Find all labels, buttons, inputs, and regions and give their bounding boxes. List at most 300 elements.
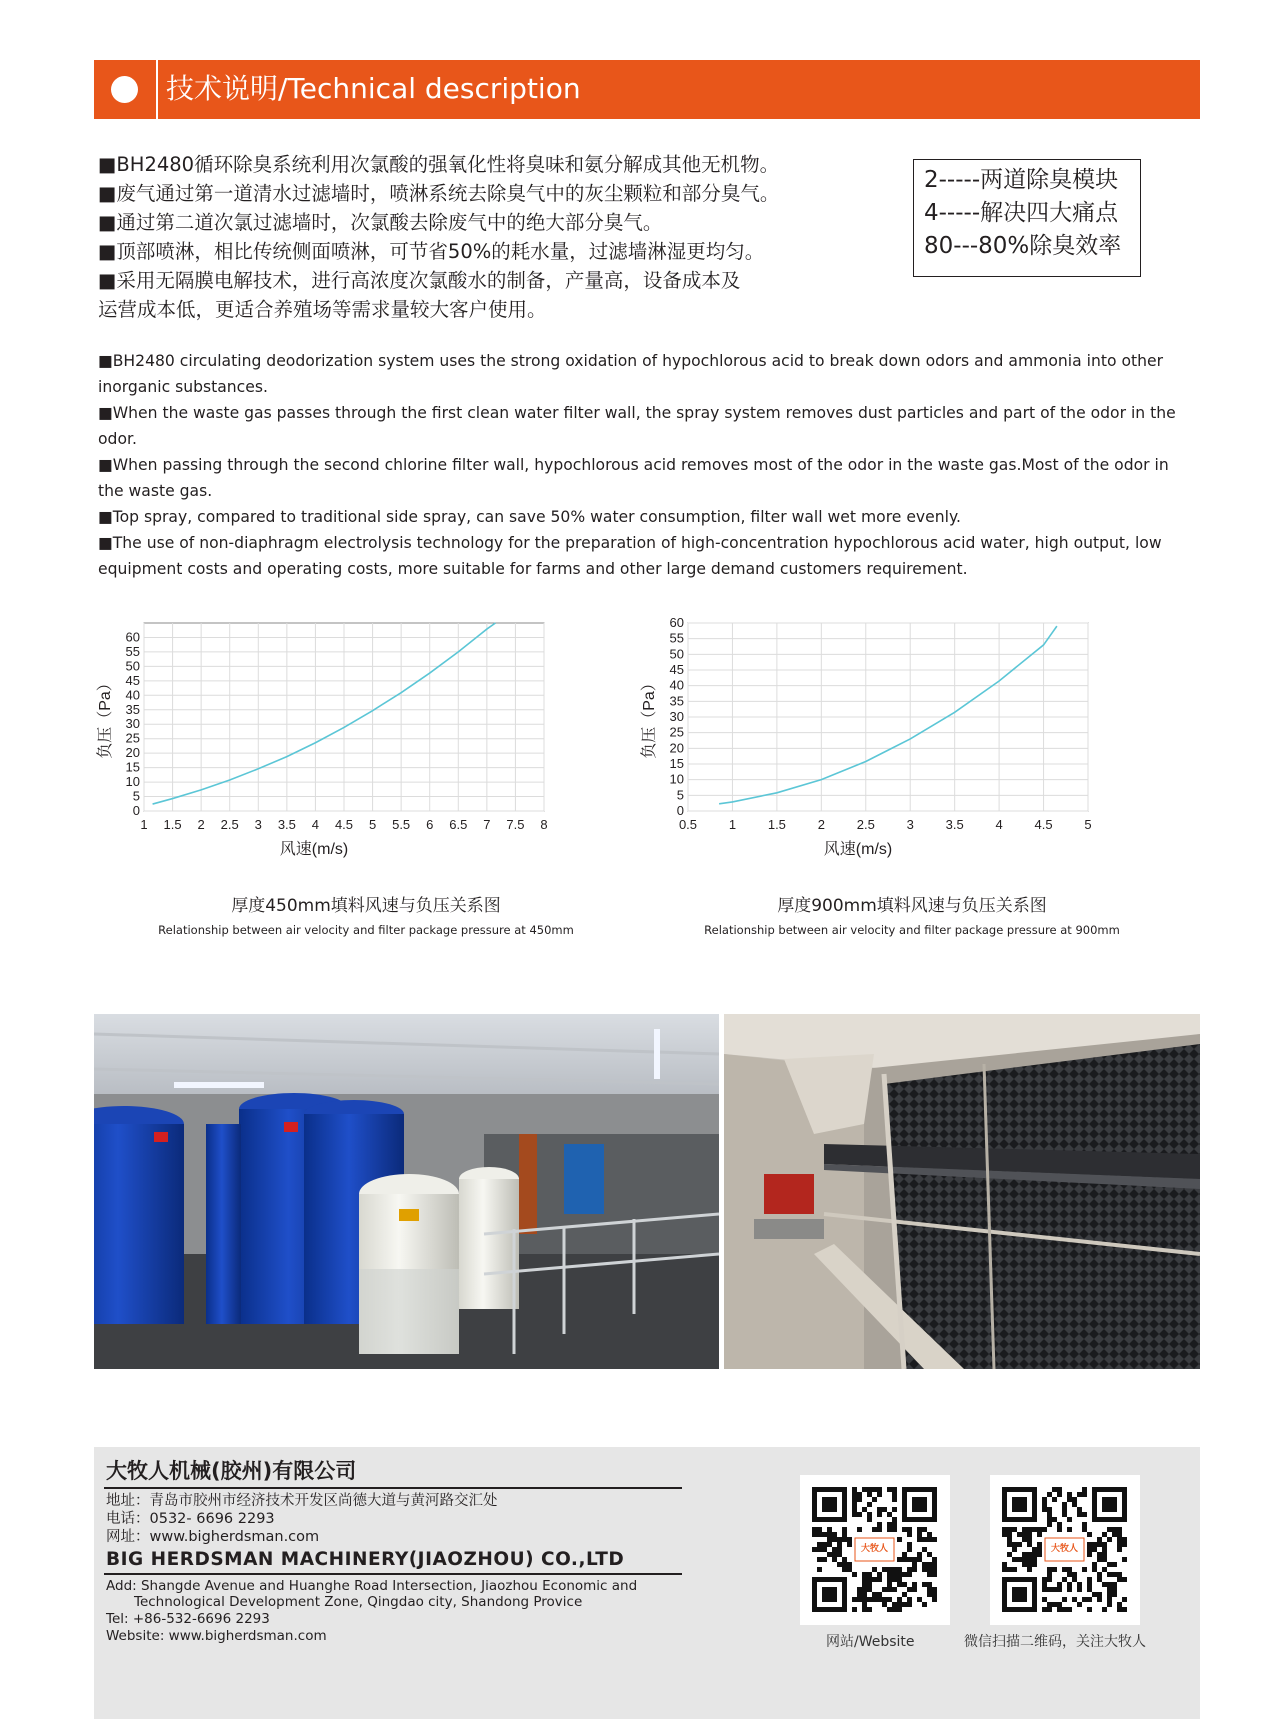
qr-module bbox=[1062, 1507, 1067, 1512]
qr-module bbox=[1057, 1522, 1062, 1527]
qr-module bbox=[1062, 1597, 1067, 1602]
en-paragraph: ■When passing through the second chlorine filter wall, hypochlorous acid removes most of the odor in the waste gas.Most of the odor in the waste gas. bbox=[98, 456, 1169, 500]
qr-module bbox=[932, 1592, 937, 1597]
y-tick-label: 35 bbox=[669, 693, 684, 709]
qr-module bbox=[842, 1527, 847, 1532]
en-paragraph: ■When the waste gas passes through the first clean water filter wall, the spray system removes dust particles and part of the odor in the odor. bbox=[98, 404, 1176, 448]
qr-module bbox=[1032, 1547, 1037, 1552]
qr-module bbox=[1112, 1587, 1117, 1592]
qr-module bbox=[1007, 1527, 1012, 1532]
chart-900mm-svg bbox=[640, 615, 1160, 895]
x-tick-label: 7.5 bbox=[506, 817, 525, 832]
qr-module bbox=[887, 1522, 892, 1527]
cn-paragraph: 运营成本低，更适合养殖场等需求量较大客户使用。 bbox=[98, 298, 547, 321]
qr-module bbox=[1072, 1502, 1077, 1507]
y-axis-label: 负压（Pa） bbox=[641, 675, 658, 759]
qr-module bbox=[1107, 1582, 1112, 1587]
qr-module bbox=[867, 1587, 872, 1592]
x-tick-label: 3.5 bbox=[277, 817, 296, 832]
qr-module bbox=[817, 1532, 822, 1537]
qr-module bbox=[852, 1487, 857, 1492]
qr-module bbox=[1082, 1512, 1087, 1517]
qr-module bbox=[1067, 1572, 1072, 1577]
qr-module bbox=[902, 1557, 907, 1562]
x-tick-label: 3 bbox=[254, 817, 262, 832]
qr-module bbox=[912, 1562, 917, 1567]
x-tick-label: 4.5 bbox=[1034, 817, 1053, 832]
y-tick-label: 60 bbox=[669, 615, 684, 630]
qr-module bbox=[1007, 1567, 1012, 1572]
qr-module bbox=[1057, 1492, 1062, 1497]
header-divider bbox=[156, 60, 158, 119]
qr-module bbox=[927, 1532, 932, 1537]
qr-module bbox=[1117, 1537, 1122, 1542]
qr-module bbox=[867, 1492, 872, 1497]
qr-module bbox=[902, 1602, 907, 1607]
qr-module bbox=[1027, 1552, 1032, 1557]
qr-module bbox=[887, 1572, 892, 1577]
qr-module bbox=[1047, 1567, 1052, 1572]
qr-module bbox=[1022, 1532, 1027, 1537]
qr-module bbox=[862, 1577, 867, 1582]
highlight-item: 2-----两道除臭模块 bbox=[924, 167, 1119, 193]
qr-module bbox=[887, 1582, 892, 1587]
qr-module bbox=[1022, 1552, 1027, 1557]
qr-module bbox=[922, 1567, 927, 1572]
qr-module bbox=[1087, 1597, 1092, 1602]
qr-module bbox=[892, 1522, 897, 1527]
qr-module bbox=[932, 1562, 937, 1567]
x-tick-label: 7 bbox=[483, 817, 491, 832]
cn-paragraph: ■通过第二道次氯过滤墙时，次氯酸去除废气中的绝大部分臭气。 bbox=[98, 211, 663, 234]
qr-module bbox=[1002, 1527, 1007, 1532]
qr-module bbox=[1047, 1587, 1052, 1592]
qr-module bbox=[927, 1567, 932, 1572]
qr-module bbox=[1107, 1527, 1112, 1532]
qr-module bbox=[1117, 1602, 1122, 1607]
qr-module bbox=[1002, 1567, 1007, 1572]
qr-module bbox=[1077, 1582, 1082, 1587]
qr-module bbox=[1002, 1562, 1007, 1567]
qr-module bbox=[1112, 1527, 1117, 1532]
qr-module bbox=[1082, 1567, 1087, 1572]
qr-module bbox=[872, 1592, 877, 1597]
qr-module bbox=[882, 1567, 887, 1572]
y-tick-label: 20 bbox=[125, 745, 140, 761]
qr-module bbox=[1007, 1552, 1012, 1557]
qr-module bbox=[907, 1567, 912, 1572]
qr-module bbox=[1047, 1507, 1052, 1512]
qr-module bbox=[1082, 1492, 1087, 1497]
cn-paragraph: ■废气通过第一道清水过滤墙时，喷淋系统去除臭气中的灰尘颗粒和部分臭气。 bbox=[98, 182, 780, 205]
qr-module bbox=[1012, 1542, 1017, 1547]
qr-module bbox=[912, 1582, 917, 1587]
qr-module bbox=[882, 1587, 887, 1592]
qr-module bbox=[1002, 1532, 1007, 1537]
qr-module bbox=[1077, 1602, 1082, 1607]
qr-module bbox=[837, 1562, 842, 1567]
qr-module bbox=[1067, 1607, 1072, 1612]
description-en bbox=[98, 348, 1183, 582]
qr-module bbox=[1067, 1527, 1072, 1532]
qr-finder bbox=[1012, 1497, 1027, 1512]
qr-module bbox=[1117, 1527, 1122, 1532]
qr-module bbox=[1072, 1597, 1077, 1602]
qr-module bbox=[1032, 1562, 1037, 1567]
x-tick-label: 2 bbox=[197, 817, 205, 832]
qr-module bbox=[837, 1537, 842, 1542]
qr-module bbox=[857, 1527, 862, 1532]
qr-module bbox=[1097, 1537, 1102, 1542]
qr-module bbox=[897, 1572, 902, 1577]
qr-module bbox=[817, 1557, 822, 1562]
qr-module bbox=[887, 1527, 892, 1532]
qr-module bbox=[862, 1607, 867, 1612]
qr-module bbox=[1017, 1542, 1022, 1547]
qr-module bbox=[887, 1512, 892, 1517]
qr-module bbox=[912, 1557, 917, 1562]
qr-module bbox=[907, 1557, 912, 1562]
tank-room-illustration bbox=[94, 1014, 719, 1369]
qr-module bbox=[902, 1527, 907, 1532]
qr-module bbox=[1042, 1507, 1047, 1512]
qr-module bbox=[892, 1587, 897, 1592]
address-cn: 地址：青岛市胶州市经济技术开发区尚德大道与黄河路交汇处 bbox=[106, 1493, 498, 1509]
qr-module bbox=[832, 1547, 837, 1552]
qr-module bbox=[1052, 1517, 1057, 1522]
qr-module bbox=[877, 1487, 882, 1492]
qr-module bbox=[1057, 1607, 1062, 1612]
qr-module bbox=[922, 1602, 927, 1607]
y-tick-label: 50 bbox=[669, 646, 684, 662]
qr-module bbox=[812, 1532, 817, 1537]
qr-module bbox=[877, 1512, 882, 1517]
qr-module bbox=[1122, 1597, 1127, 1602]
x-tick-label: 2.5 bbox=[220, 817, 239, 832]
qr-module bbox=[852, 1597, 857, 1602]
qr-module bbox=[827, 1532, 832, 1537]
qr-module bbox=[872, 1567, 877, 1572]
qr-module bbox=[862, 1507, 867, 1512]
qr-module bbox=[1047, 1577, 1052, 1582]
qr-module bbox=[862, 1587, 867, 1592]
qr-module bbox=[817, 1567, 822, 1572]
qr-module bbox=[922, 1582, 927, 1587]
qr-module bbox=[907, 1547, 912, 1552]
y-tick-label: 10 bbox=[125, 774, 140, 790]
qr-module bbox=[822, 1542, 827, 1547]
qr-module bbox=[1032, 1552, 1037, 1557]
x-tick-label: 2.5 bbox=[856, 817, 875, 832]
qr-module bbox=[857, 1497, 862, 1502]
qr-module bbox=[1087, 1547, 1092, 1552]
qr-module bbox=[892, 1517, 897, 1522]
qr-module bbox=[1107, 1592, 1112, 1597]
website-cn: 网址：www.bigherdsman.com bbox=[106, 1529, 320, 1545]
qr-module bbox=[1027, 1537, 1032, 1542]
circle-icon bbox=[111, 76, 138, 103]
qr-module bbox=[1102, 1582, 1107, 1587]
qr-module bbox=[927, 1592, 932, 1597]
qr-module bbox=[892, 1497, 897, 1502]
qr-module bbox=[1022, 1557, 1027, 1562]
qr-module bbox=[1117, 1542, 1122, 1547]
qr-module bbox=[842, 1567, 847, 1572]
y-tick-label: 5 bbox=[132, 788, 140, 804]
qr-module bbox=[1067, 1567, 1072, 1572]
qr-module bbox=[1042, 1577, 1047, 1582]
qr-module bbox=[1067, 1497, 1072, 1502]
qr-module bbox=[1037, 1532, 1042, 1537]
qr-module bbox=[857, 1597, 862, 1602]
qr-module bbox=[1062, 1502, 1067, 1507]
y-tick-label: 40 bbox=[125, 687, 140, 703]
qr-module bbox=[1047, 1602, 1052, 1607]
x-tick-label: 3.5 bbox=[945, 817, 964, 832]
en-paragraph: ■The use of non-diaphragm electrolysis technology for the preparation of high-concentration hypochlorous acid water, high output, low equipment costs and operating costs, more suitable for farms and other large demand customers requirement. bbox=[98, 534, 1162, 578]
phone-cn: 电话：0532- 6696 2293 bbox=[106, 1511, 275, 1527]
x-tick-label: 8 bbox=[540, 817, 548, 832]
qr-module bbox=[1087, 1532, 1092, 1537]
filter-wall-illustration bbox=[724, 1014, 1200, 1369]
chart-450mm-svg bbox=[96, 615, 616, 895]
qr-code-icon bbox=[990, 1475, 1140, 1625]
qr-module bbox=[867, 1607, 872, 1612]
qr-module bbox=[1082, 1597, 1087, 1602]
qr-module bbox=[862, 1597, 867, 1602]
description-cn bbox=[98, 150, 898, 324]
company-footer bbox=[94, 1447, 1200, 1719]
y-tick-label: 15 bbox=[669, 756, 684, 771]
qr-module bbox=[1097, 1557, 1102, 1562]
address-en-line1: Add: Shangde Avenue and Huanghe Road Intersection, Jiaozhou Economic and bbox=[106, 1578, 638, 1594]
qr-module bbox=[1087, 1587, 1092, 1592]
qr-module bbox=[897, 1607, 902, 1612]
filter-wall-photo bbox=[724, 1014, 1200, 1369]
qr-module bbox=[847, 1567, 852, 1572]
qr-module bbox=[1082, 1487, 1087, 1492]
qr-module bbox=[1122, 1537, 1127, 1542]
qr-module bbox=[1032, 1557, 1037, 1562]
qr-module bbox=[867, 1597, 872, 1602]
qr-module bbox=[1047, 1517, 1052, 1522]
qr-module bbox=[872, 1577, 877, 1582]
website-qr-code[interactable] bbox=[800, 1475, 950, 1625]
qr-module bbox=[852, 1572, 857, 1577]
qr-module bbox=[892, 1487, 897, 1492]
qr-module bbox=[1112, 1572, 1117, 1577]
qr-module bbox=[892, 1527, 897, 1532]
qr-module bbox=[1102, 1607, 1107, 1612]
qr-module bbox=[1052, 1497, 1057, 1502]
qr-module bbox=[847, 1542, 852, 1547]
qr-module bbox=[837, 1542, 842, 1547]
y-tick-label: 55 bbox=[669, 630, 684, 646]
qr-module bbox=[1107, 1562, 1112, 1567]
qr-module bbox=[892, 1507, 897, 1512]
qr-module bbox=[1037, 1552, 1042, 1557]
qr-module bbox=[907, 1597, 912, 1602]
qr-module bbox=[892, 1492, 897, 1497]
qr-module bbox=[922, 1547, 927, 1552]
chart-caption-en: Relationship between air velocity and filter package pressure at 900mm bbox=[704, 923, 1120, 937]
qr-module bbox=[852, 1502, 857, 1507]
qr-module bbox=[842, 1562, 847, 1567]
qr-module bbox=[877, 1507, 882, 1512]
qr-module bbox=[917, 1527, 922, 1532]
x-tick-label: 2 bbox=[817, 817, 825, 832]
tank-room-photo bbox=[94, 1014, 719, 1369]
qr-module bbox=[1067, 1582, 1072, 1587]
qr-module bbox=[1047, 1492, 1052, 1497]
qr-module bbox=[887, 1577, 892, 1582]
qr-module bbox=[1052, 1567, 1057, 1572]
qr-module bbox=[1117, 1577, 1122, 1582]
qr-module bbox=[932, 1597, 937, 1602]
qr-module bbox=[1112, 1592, 1117, 1597]
qr-module bbox=[1112, 1582, 1117, 1587]
qr-module bbox=[857, 1592, 862, 1597]
qr-module bbox=[1042, 1607, 1047, 1612]
qr-module bbox=[1092, 1567, 1097, 1572]
x-tick-label: 0.5 bbox=[678, 817, 698, 832]
qr-module bbox=[917, 1597, 922, 1602]
qr-module bbox=[907, 1587, 912, 1592]
qr-module bbox=[1117, 1547, 1122, 1552]
qr-module bbox=[1107, 1597, 1112, 1602]
qr-module bbox=[1037, 1527, 1042, 1532]
qr-module bbox=[1017, 1532, 1022, 1537]
qr-module bbox=[1057, 1527, 1062, 1532]
x-axis-label: 风速(m/s) bbox=[823, 841, 893, 858]
qr-module bbox=[1097, 1597, 1102, 1602]
qr-module bbox=[1022, 1527, 1027, 1532]
section-title: 技术说明/Technical description bbox=[166, 72, 581, 105]
qr-module bbox=[817, 1542, 822, 1547]
y-tick-label: 0 bbox=[676, 803, 684, 818]
qr-module bbox=[897, 1577, 902, 1582]
qr-module bbox=[932, 1572, 937, 1577]
qr-module bbox=[927, 1562, 932, 1567]
qr-module bbox=[1047, 1522, 1052, 1527]
qr-module bbox=[897, 1597, 902, 1602]
qr-module bbox=[902, 1552, 907, 1557]
qr-module bbox=[1072, 1577, 1077, 1582]
qr-module bbox=[917, 1557, 922, 1562]
qr-code-icon bbox=[800, 1475, 950, 1625]
qr-module bbox=[1022, 1537, 1027, 1542]
qr-module bbox=[832, 1532, 837, 1537]
qr-module bbox=[817, 1547, 822, 1552]
wechat-qr-code[interactable] bbox=[990, 1475, 1140, 1625]
chart-caption-cn: 厚度450mm填料风速与负压关系图 bbox=[231, 896, 501, 916]
qr-module bbox=[887, 1567, 892, 1572]
qr-module bbox=[1012, 1527, 1017, 1532]
qr-module bbox=[1077, 1492, 1082, 1497]
qr-module bbox=[1027, 1562, 1032, 1567]
qr-module bbox=[887, 1597, 892, 1602]
qr-module bbox=[902, 1592, 907, 1597]
qr-module bbox=[1032, 1527, 1037, 1532]
qr-module bbox=[1102, 1557, 1107, 1562]
qr-module bbox=[1057, 1587, 1062, 1592]
x-tick-label: 6.5 bbox=[449, 817, 468, 832]
qr-module bbox=[1052, 1602, 1057, 1607]
qr-module bbox=[897, 1602, 902, 1607]
chart-900mm-caption bbox=[652, 895, 1172, 939]
qr-module bbox=[1102, 1552, 1107, 1557]
website-en: Website: www.bigherdsman.com bbox=[106, 1628, 327, 1644]
qr-module bbox=[1117, 1532, 1122, 1537]
qr-finder bbox=[1102, 1497, 1117, 1512]
qr-module bbox=[877, 1522, 882, 1527]
qr-module bbox=[867, 1572, 872, 1577]
qr-module bbox=[1122, 1607, 1127, 1612]
qr-module bbox=[847, 1537, 852, 1542]
qr-module bbox=[917, 1552, 922, 1557]
qr-module bbox=[1047, 1572, 1052, 1577]
chart-450mm-caption bbox=[106, 895, 626, 939]
y-tick-label: 35 bbox=[125, 701, 140, 717]
qr-module bbox=[877, 1572, 882, 1577]
qr-module bbox=[1007, 1537, 1012, 1542]
x-tick-label: 6 bbox=[426, 817, 434, 832]
chart-900mm bbox=[640, 615, 1160, 895]
qr-module bbox=[852, 1497, 857, 1502]
qr-module bbox=[1067, 1587, 1072, 1592]
qr-module bbox=[872, 1527, 877, 1532]
x-tick-label: 5 bbox=[368, 817, 377, 832]
qr-finder bbox=[912, 1497, 927, 1512]
qr-module bbox=[927, 1582, 932, 1587]
qr-module bbox=[897, 1537, 902, 1542]
qr-module bbox=[892, 1577, 897, 1582]
x-tick-label: 3 bbox=[906, 817, 914, 832]
qr-module bbox=[1122, 1557, 1127, 1562]
qr-module bbox=[907, 1602, 912, 1607]
qr-module bbox=[897, 1582, 902, 1587]
qr-module bbox=[1062, 1607, 1067, 1612]
chart-caption-cn: 厚度900mm填料风速与负压关系图 bbox=[777, 896, 1047, 916]
qr-module bbox=[907, 1532, 912, 1537]
qr-module bbox=[897, 1567, 902, 1572]
qr-module bbox=[867, 1502, 872, 1507]
qr-module bbox=[1057, 1487, 1062, 1492]
qr-module bbox=[1012, 1567, 1017, 1572]
x-axis-label: 风速(m/s) bbox=[279, 841, 349, 858]
qr-module bbox=[1027, 1532, 1032, 1537]
highlight-item: 4-----解决四大痛点 bbox=[924, 200, 1119, 226]
qr-module bbox=[1057, 1602, 1062, 1607]
y-tick-label: 40 bbox=[669, 677, 684, 693]
y-tick-label: 30 bbox=[125, 716, 140, 732]
qr-module bbox=[1092, 1547, 1097, 1552]
x-tick-label: 4.5 bbox=[334, 817, 354, 832]
qr-module bbox=[917, 1532, 922, 1537]
website-qr-caption: 网站/Website bbox=[826, 1634, 915, 1650]
qr-module bbox=[822, 1557, 827, 1562]
qr-finder bbox=[1012, 1587, 1027, 1602]
qr-module bbox=[1107, 1572, 1112, 1577]
qr-module bbox=[1062, 1567, 1067, 1572]
qr-module bbox=[887, 1607, 892, 1612]
qr-module bbox=[1072, 1572, 1077, 1577]
address-en-line2: Technological Development Zone, Qingdao city, Shandong Provice bbox=[134, 1594, 583, 1610]
qr-module bbox=[842, 1532, 847, 1537]
qr-module bbox=[1092, 1592, 1097, 1597]
footer-divider bbox=[104, 1573, 682, 1575]
qr-module bbox=[907, 1527, 912, 1532]
